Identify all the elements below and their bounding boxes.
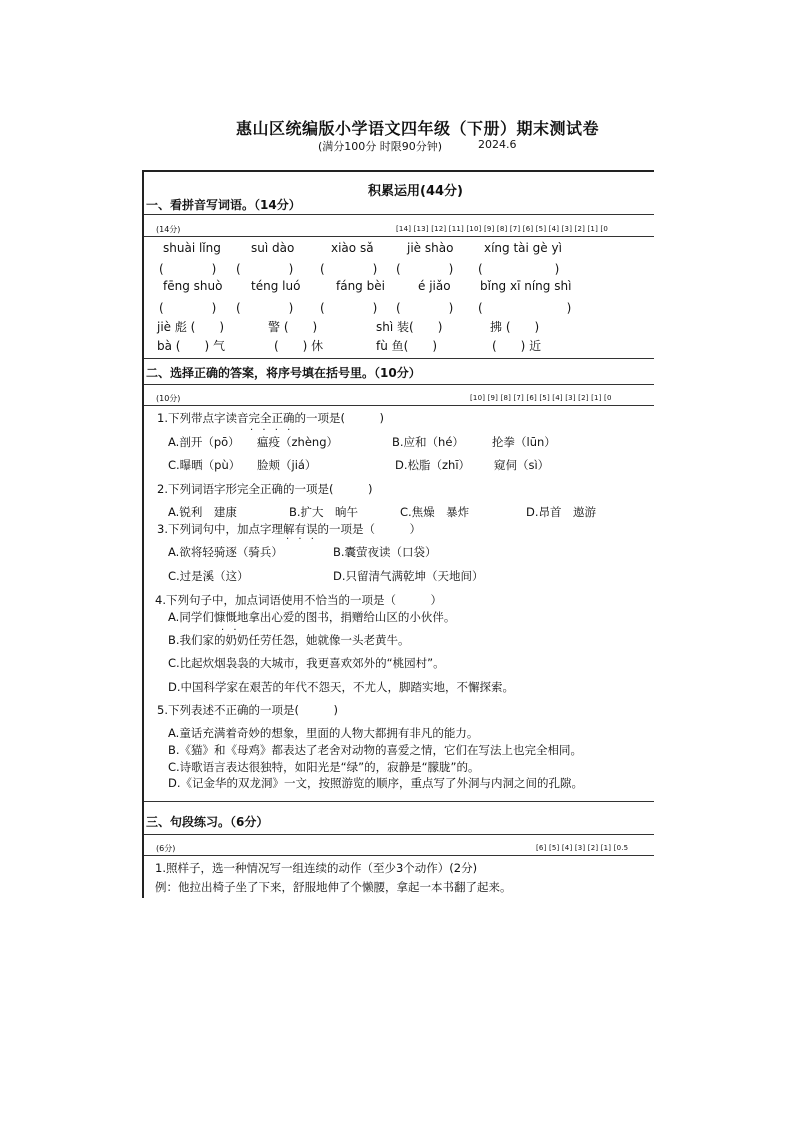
pinyin: bǐng xī níng shì: [480, 279, 572, 293]
section1-heading: 一、看拼音写词语。（14分）: [146, 198, 301, 212]
option-c[interactable]: C.过是溪（这）: [168, 569, 249, 583]
emphasis-dots: · · ·: [286, 534, 317, 545]
part1-title: 积累运用(44分): [368, 184, 463, 199]
pinyin: jiè shào: [407, 241, 454, 255]
question-1: 1.下列带点字读音完全正确的一项是( ): [157, 411, 384, 425]
option-c[interactable]: C.比起炊烟袅袅的大城市，我更喜欢郊外的“桃园村”。: [168, 656, 445, 670]
pinyin: suì dào: [251, 241, 295, 255]
pinyin: téng luó: [251, 279, 301, 293]
answer-blank[interactable]: ( ): [396, 301, 454, 315]
option-a[interactable]: A.欲将轻骑逐（骑兵）: [168, 545, 283, 559]
option-c[interactable]: C.诗歌语言表达很独特，如阳光是“绿”的，寂静是“朦胧”的。: [168, 760, 480, 774]
example-sentence: 例：他拉出椅子坐了下来，舒服地伸了个懒腰，拿起一本书翻了起来。: [155, 880, 512, 894]
option-a[interactable]: A.同学们慷慨地拿出心爱的图书，捐赠给山区的小伙伴。: [168, 610, 456, 624]
question-3: 3.下列词句中，加点字理解有误的一项是（ ）: [157, 522, 421, 536]
section3-heading: 三、句段练习。（6分）: [146, 815, 269, 829]
divider: [144, 855, 654, 856]
section3-question-1: 1.照样子，选一种情况写一组连续的动作（至少3个动作）(2分): [155, 861, 478, 875]
fill-char-item[interactable]: ( ) 休: [274, 339, 324, 353]
answer-blank[interactable]: ( ): [236, 262, 294, 276]
answer-blank[interactable]: ( ): [478, 262, 560, 276]
option-c-word2[interactable]: 脸颊（jiá）: [257, 458, 317, 472]
pinyin: shuài lǐng: [163, 241, 221, 255]
fill-char-item[interactable]: fù 鱼( ): [376, 339, 438, 353]
frame-left-border: [142, 170, 144, 898]
exam-title: 惠山区统编版小学语文四年级（下册）期末测试卷: [236, 119, 600, 138]
emphasis-dots: · ·: [221, 625, 240, 636]
fill-char-item[interactable]: shì 装( ): [376, 320, 443, 334]
divider: [144, 384, 654, 385]
pinyin: xíng tài gè yì: [484, 241, 562, 255]
pinyin: fēng shuò: [163, 279, 223, 293]
option-b[interactable]: B.囊萤夜读（口袋）: [333, 545, 437, 559]
score-label: (6分): [156, 844, 176, 853]
pinyin: fáng bèi: [336, 279, 385, 293]
question-2: 2.下列词语字形完全正确的一项是( ): [157, 482, 373, 496]
answer-blank[interactable]: ( ): [396, 262, 454, 276]
option-a[interactable]: A.童话充满着奇妙的想象，里面的人物大都拥有非凡的能力。: [168, 726, 479, 740]
option-c[interactable]: C.焦燥 暴炸: [400, 505, 470, 519]
answer-blank[interactable]: ( ): [320, 301, 378, 315]
fill-char-item[interactable]: jiè 彪 ( ): [157, 320, 225, 334]
option-a[interactable]: A.剖开（pō）: [168, 435, 240, 449]
option-b[interactable]: B.我们家的奶奶任劳任怨，她就像一头老黄牛。: [168, 633, 410, 647]
option-d[interactable]: D.松脂（zhī）: [395, 458, 471, 472]
option-d-word2[interactable]: 窥伺（sì）: [494, 458, 550, 472]
pinyin: é jiǎo: [418, 279, 451, 293]
score-strip: [14] [13] [12] [11] [10] [9] [8] [7] [6] [5] [4] [3] [2] [1] [0: [396, 225, 609, 233]
exam-subtitle: (满分100分 时限90分钟): [318, 140, 443, 153]
score-strip: [10] [9] [8] [7] [6] [5] [4] [3] [2] [1] [0: [470, 394, 612, 402]
emphasis-dots: · · · ·: [250, 425, 294, 436]
fill-char-item[interactable]: bà ( ) 气: [157, 339, 225, 353]
option-b[interactable]: B.应和（hé）: [392, 435, 464, 449]
pinyin: xiào sǎ: [331, 241, 374, 255]
option-d[interactable]: D.中国科学家在艰苦的年代不怨天，不尤人，脚踏实地，不懈探索。: [168, 680, 515, 694]
option-d[interactable]: D.只留清气满乾坤（天地间）: [333, 569, 484, 583]
score-label: (14分): [156, 225, 181, 234]
divider: [144, 801, 654, 802]
answer-blank[interactable]: ( ): [478, 301, 572, 315]
divider: [144, 405, 654, 406]
score-label: (10分): [156, 394, 181, 403]
answer-blank[interactable]: ( ): [159, 262, 217, 276]
option-d[interactable]: D.昂首 遨游: [526, 505, 597, 519]
divider: [144, 834, 654, 835]
score-strip: [6] [5] [4] [3] [2] [1] [0.5: [536, 844, 629, 852]
option-a[interactable]: A.锐利 建康: [168, 505, 237, 519]
fill-char-item[interactable]: 拂 ( ): [490, 320, 540, 334]
question-4: 4.下列句子中，加点词语使用不恰当的一项是（ ）: [155, 593, 442, 607]
option-b[interactable]: B.扩大 晌午: [289, 505, 359, 519]
fill-char-item[interactable]: ( ) 近: [492, 339, 542, 353]
option-d[interactable]: D.《记金华的双龙洞》一文，按照游览的顺序，重点写了外洞与内洞之间的孔隙。: [168, 776, 584, 790]
question-5: 5.下列表述不正确的一项是( ): [157, 703, 338, 717]
divider: [144, 214, 654, 215]
exam-date: 2024.6: [478, 138, 517, 151]
frame-top-border: [142, 170, 654, 172]
divider: [144, 236, 654, 237]
answer-blank[interactable]: ( ): [320, 262, 378, 276]
option-b[interactable]: B.《猫》和《母鸡》都表达了老舍对动物的喜爱之情，它们在写法上也完全相同。: [168, 743, 583, 757]
answer-blank[interactable]: ( ): [159, 301, 217, 315]
section2-heading: 二、选择正确的答案，将序号填在括号里。（10分）: [146, 366, 421, 380]
answer-blank[interactable]: ( ): [236, 301, 294, 315]
option-b-word2[interactable]: 抡拳（lūn）: [492, 435, 556, 449]
divider: [144, 358, 654, 359]
option-a-word2[interactable]: 瘟疫（zhèng）: [257, 435, 338, 449]
option-c[interactable]: C.曝晒（pù）: [168, 458, 241, 472]
fill-char-item[interactable]: 警 ( ): [268, 320, 318, 334]
